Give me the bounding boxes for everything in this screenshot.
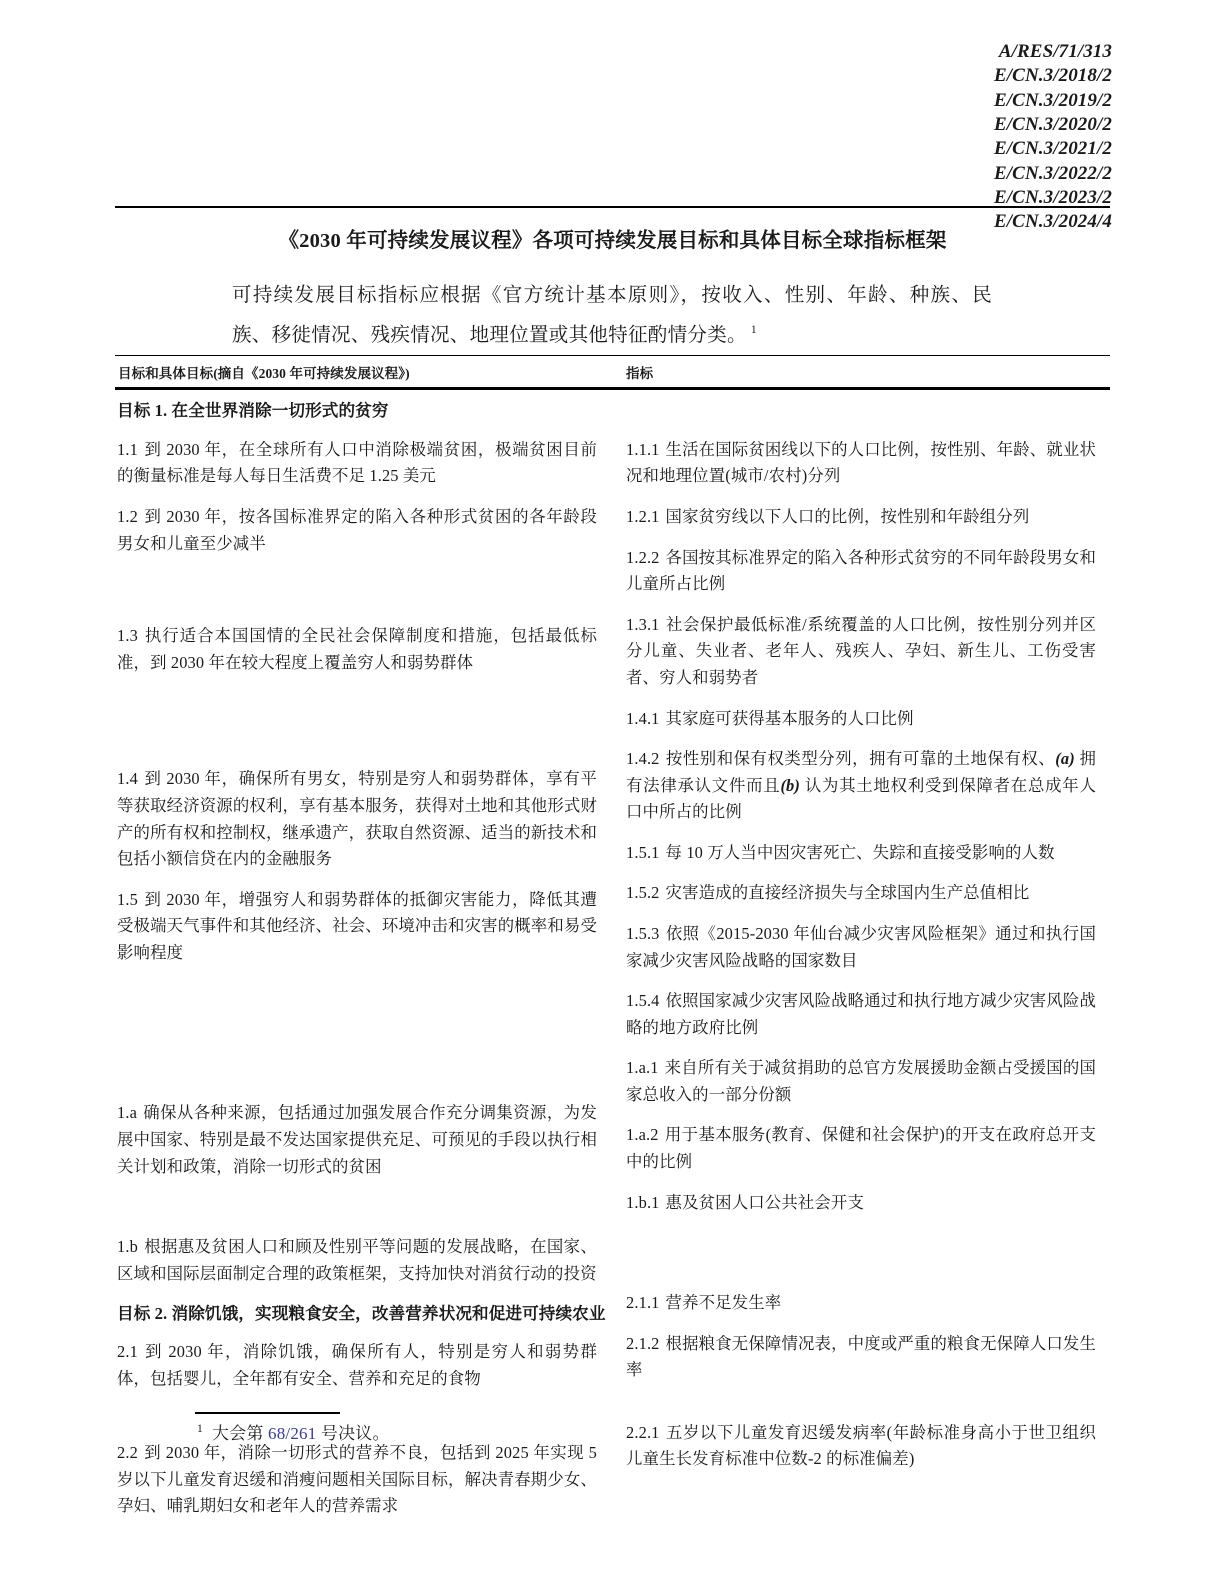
target-number: 2.1 — [117, 1342, 138, 1362]
indicator-text-pre: 按性别和保有权类型分列，拥有可靠的土地保有权、 — [665, 749, 1056, 769]
document-symbol: E/CN.3/2022/2 — [994, 162, 1112, 184]
target-text: 到 2030 年，按各国标准界定的陷入各种形式贫困的各年龄段男女和儿童至少减半 — [117, 507, 597, 553]
layout-spacer — [117, 690, 597, 766]
target-1-b — [117, 1234, 597, 1287]
indicator-number: 1.1.1 — [626, 439, 660, 459]
page-subtitle — [232, 276, 992, 356]
indicator-1-5-1 — [626, 840, 1096, 867]
document-symbol: E/CN.3/2021/2 — [994, 138, 1112, 160]
column-header-targets: 目标和具体目标(摘自《2030 年可持续发展议程》) — [118, 366, 410, 381]
indicator-number: 1.a.1 — [626, 1058, 659, 1078]
indicator-text: 依照国家减少灾害风险战略通过和执行地方减少灾害风险战略的地方政府比例 — [626, 991, 1096, 1037]
indicators-column — [626, 398, 1096, 1487]
indicator-1-a-2 — [626, 1122, 1096, 1175]
target-text: 执行适合本国国情的全民社会保障制度和措施，包括最低标准，到 2030 年在较大程度上覆盖穷人和弱势群体 — [117, 626, 597, 672]
target-text: 到 2030 年，增强穷人和弱势群体的抵御灾害能力，降低其遭受极端天气事件和其他经济、社会、环境冲击和灾害的概率和易受影响程度 — [117, 889, 597, 962]
indicator-1-5-2 — [626, 880, 1096, 907]
column-header-indicators: 指标 — [626, 366, 654, 381]
document-symbol: A/RES/71/313 — [998, 41, 1112, 62]
target-1-3 — [117, 623, 597, 676]
indicator-text: 社会保护最低标准/系统覆盖的人口比例，按性别分列并区分儿童、失业者、老年人、残疾人、孕妇、新生儿、工伤受害者、穷人和弱势者 — [626, 614, 1096, 687]
target-text: 根据惠及贫困人口和顾及性别平等问题的发展战略，在国家、区域和国际层面制定合理的政策框架，支持加快对消贫行动的投资 — [117, 1237, 597, 1283]
page-subtitle-text: 可持续发展目标指标应根据《官方统计基本原则》，按收入、性别、年龄、种族、民族、移徙情况、残疾情况、地理位置或其他特征酌情分类。 — [232, 285, 992, 346]
indicator-text-post: 认为其土地权利受到保障者在总成年人口中所占的比例 — [626, 775, 1096, 822]
indicator-number: 1.3.1 — [626, 614, 660, 634]
document-symbol: E/CN.3/2024/4 — [994, 211, 1112, 233]
target-number: 1.5 — [117, 889, 138, 909]
indicator-text: 国家贫穷线以下人口的比例，按性别和年龄组分列 — [665, 507, 1030, 527]
indicator-number: 1.4.1 — [626, 708, 660, 728]
indicator-text: 生活在国际贫困线以下的人口比例，按性别、年龄、就业状况和地理位置(城市/农村)分列 — [626, 439, 1096, 486]
target-1-5 — [117, 887, 597, 967]
footnote-marker: 1 — [197, 1423, 203, 1436]
document-symbol: E/CN.3/2023/2 — [994, 186, 1112, 208]
indicator-number: 1.5.1 — [626, 842, 660, 862]
targets-column — [117, 398, 606, 1534]
indicator-text: 营养不足发生率 — [665, 1293, 782, 1313]
target-number: 1.3 — [117, 626, 138, 646]
target-1-1 — [117, 437, 597, 490]
page-title: 《2030 年可持续发展议程》各项可持续发展目标和具体目标全球指标框架 — [278, 230, 947, 252]
target-number: 2.2 — [117, 1443, 138, 1463]
indicator-text-mid: 拥有法律承认文件而且 — [626, 749, 1096, 795]
indicator-number: 2.1.2 — [626, 1333, 660, 1353]
footnote — [197, 1419, 390, 1444]
indicator-number: 2.1.1 — [626, 1293, 660, 1313]
indicator-number: 1.2.2 — [626, 547, 660, 567]
indicator-text: 灾害造成的直接经济损失与全球国内生产总值相比 — [665, 883, 1030, 903]
target-text: 确保从各种来源，包括通过加强发展合作充分调集资源，为发展中国家、特别是最不发达国家提供充足、可预见的手段以执行相关计划和政策，消除一切形式的贫困 — [117, 1103, 597, 1176]
indicator-1-4-2 — [626, 746, 1096, 826]
indicator-2-1-1 — [626, 1290, 1096, 1317]
indicator-1-2-2 — [626, 545, 1096, 598]
indicator-text: 来自所有关于减贫捐助的总官方发展援助金额占受援国的国家总收入的一部分份额 — [626, 1058, 1096, 1104]
target-2-2 — [117, 1440, 597, 1520]
target-number: 1.1 — [117, 439, 138, 459]
indicator-number: 1.5.3 — [626, 923, 660, 943]
target-1-a — [117, 1100, 597, 1180]
indicator-column-goal-1-spacer — [626, 398, 1096, 425]
indicator-2-2-1 — [626, 1420, 1096, 1473]
document-symbol: E/CN.3/2019/2 — [994, 89, 1112, 111]
indicator-text: 惠及贫困人口公共社会开支 — [665, 1192, 865, 1212]
indicator-1-5-4 — [626, 988, 1096, 1041]
layout-spacer — [626, 1398, 1096, 1420]
indicator-1-a-1 — [626, 1055, 1096, 1108]
indicator-1-4-1 — [626, 706, 1096, 733]
indicator-1-1-1 — [626, 437, 1096, 490]
header-divider-rule — [115, 206, 1110, 208]
target-2-1 — [117, 1339, 597, 1392]
layout-spacer — [117, 571, 597, 623]
target-text: 到 2030 年，消除饥饿，确保所有人，特别是穷人和弱势群体，包括婴儿，全年都有安全、营养和充足的食物 — [117, 1342, 597, 1388]
indicator-text: 每 10 万人当中因灾害死亡、失踪和直接受影响的人数 — [665, 842, 1055, 862]
document-symbol: E/CN.3/2020/2 — [994, 113, 1112, 135]
goal-1-heading: 目标 1. 在全世界消除一切形式的贫穷 — [117, 401, 389, 420]
indicator-text: 依照《2015-2030 年仙台减少灾害风险框架》通过和执行国家减少灾害风险战略的国家数目 — [626, 923, 1096, 970]
target-number: 1.b — [117, 1237, 138, 1257]
indicator-text: 五岁以下儿童发育迟缓发病率(年龄标准身高小于世卫组织儿童生长发育标准中位数-2 的标准偏差) — [626, 1422, 1096, 1469]
footnote-text-after: 号决议。 — [316, 1424, 390, 1443]
indicator-text: 用于基本服务(教育、保健和社会保护)的开支在政府总开支中的比例 — [626, 1125, 1096, 1172]
target-text: 到 2030 年，确保所有男女，特别是穷人和弱势群体，享有平等获取经济资源的权利，享有基本服务，获得对土地和其他形式财产的所有权和控制权，继承遗产，获取自然资源、适当的新技术和包括小额信贷在内的金融服务 — [117, 769, 597, 869]
target-number: 1.4 — [117, 769, 138, 789]
target-number: 1.a — [117, 1103, 138, 1123]
indicator-number: 2.2.1 — [626, 1422, 660, 1442]
footnote-separator-rule — [195, 1412, 340, 1414]
indicator-clause-b: (b) — [780, 775, 801, 795]
indicator-number: 1.b.1 — [626, 1192, 660, 1212]
indicator-number: 1.a.2 — [626, 1125, 659, 1145]
subtitle-footnote-marker: 1 — [750, 324, 757, 337]
indicator-1-5-3 — [626, 921, 1096, 974]
footnote-resolution-link[interactable]: 68/261 — [268, 1424, 317, 1443]
footnote-text-before: 大会第 — [211, 1424, 269, 1443]
document-symbol: E/CN.3/2018/2 — [994, 65, 1112, 87]
indicator-1-3-1 — [626, 612, 1096, 692]
indicator-1-2-1 — [626, 504, 1096, 531]
layout-spacer — [117, 980, 597, 1100]
target-number: 1.2 — [117, 507, 138, 527]
layout-spacer — [117, 1194, 597, 1234]
goal-2-heading: 目标 2. 消除饥饿，实现粮食安全，改善营养状况和促进可持续农业 — [117, 1304, 606, 1324]
target-text: 到 2030 年，在全球所有人口中消除极端贫困，极端贫困目前的衡量标准是每人每日生活费不足 1.25 美元 — [117, 439, 597, 486]
indicator-number: 1.4.2 — [626, 749, 660, 769]
indicator-text: 各国按其标准界定的陷入各种形式贫穷的不同年龄段男女和儿童所占比例 — [626, 547, 1096, 594]
layout-spacer — [626, 1230, 1096, 1290]
table-header-bottom-rule — [115, 387, 1110, 390]
indicator-text: 根据粮食无保障情况表，中度或严重的粮食无保障人口发生率 — [626, 1333, 1096, 1380]
target-text: 到 2030 年，消除一切形式的营养不良，包括到 2025 年实现 5 岁以下儿童发育迟缓和消瘦问题相关国际目标，解决青春期少女、孕妇、哺乳期妇女和老年人的营养需求 — [117, 1443, 597, 1516]
indicator-number: 1.5.2 — [626, 883, 660, 903]
target-1-4 — [117, 766, 597, 872]
indicator-2-1-2 — [626, 1331, 1096, 1384]
indicator-clause-a: (a) — [1055, 749, 1075, 769]
indicator-number: 1.5.4 — [626, 991, 660, 1011]
indicator-number: 1.2.1 — [626, 507, 660, 527]
indicator-text: 其家庭可获得基本服务的人口比例 — [665, 708, 914, 728]
table-header-top-rule — [115, 355, 1110, 356]
target-1-2 — [117, 504, 597, 557]
indicator-1-b-1 — [626, 1190, 1096, 1217]
